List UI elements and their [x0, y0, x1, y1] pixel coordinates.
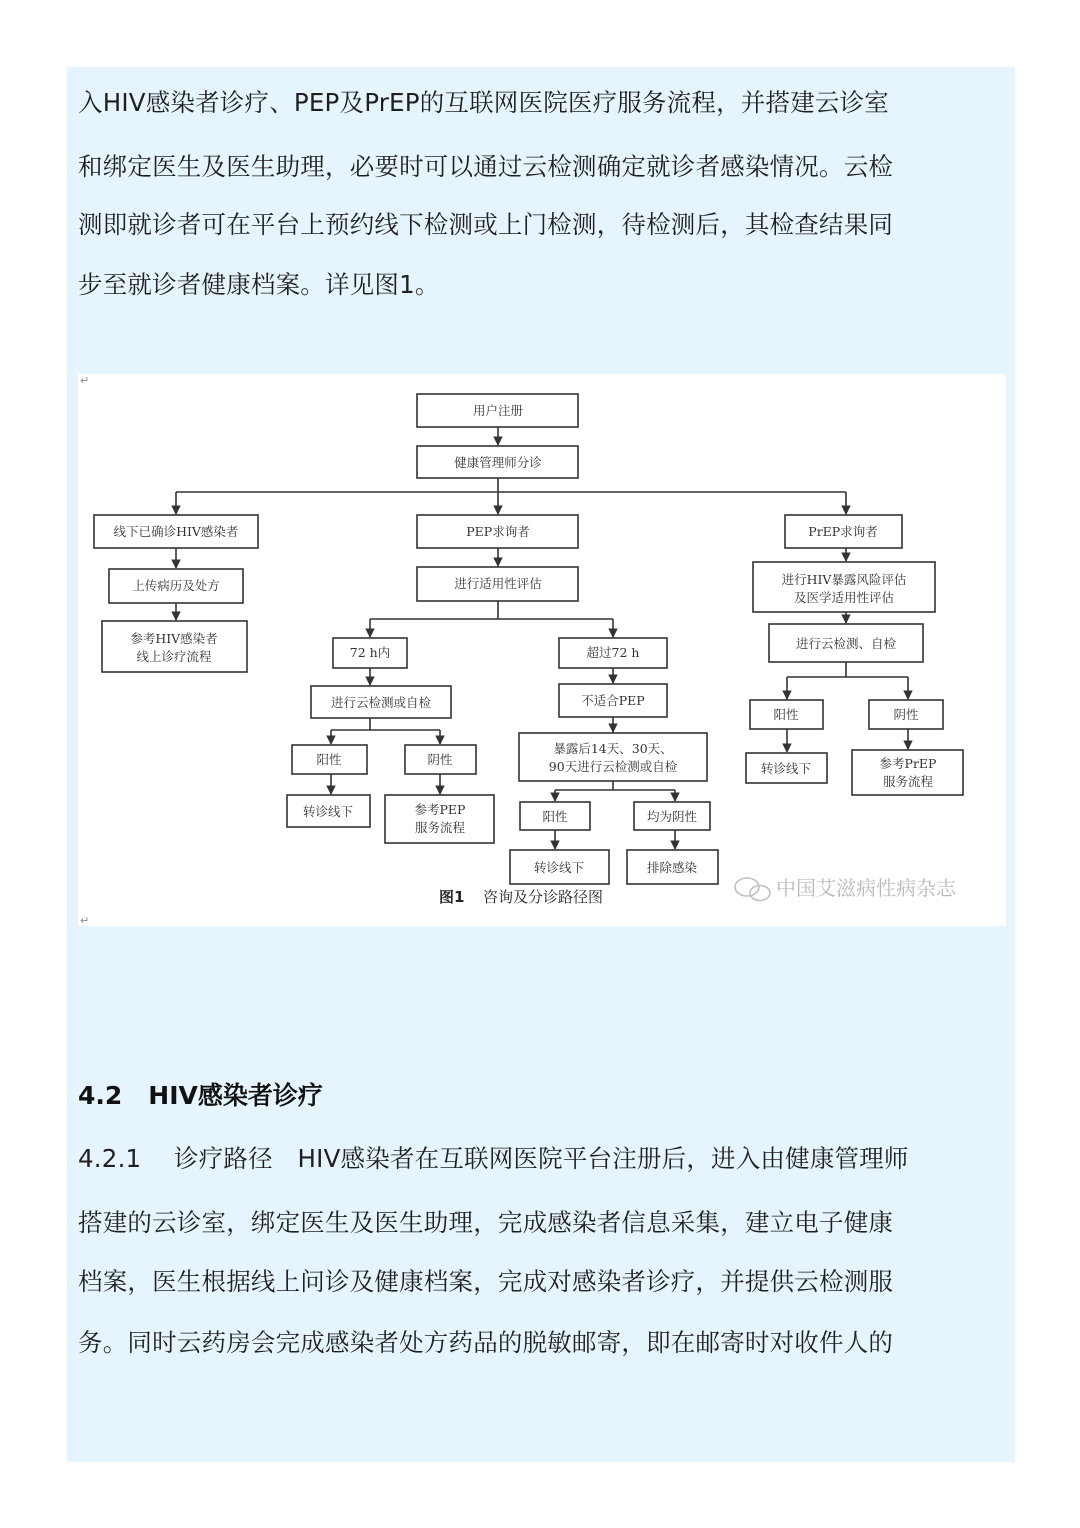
label-negative-c: 阴性 — [893, 707, 919, 722]
label-transfer-b: 转诊线下 — [533, 860, 585, 875]
flowchart-figure — [78, 374, 1006, 926]
label-prep-seeker: PrEP求询者 — [808, 524, 878, 539]
label-upload: 上传病历及处方 — [132, 578, 220, 593]
label-over-72h: 超过72 h — [586, 645, 640, 660]
label-positive-c: 阳性 — [773, 707, 799, 722]
label-negative-a: 阴性 — [427, 752, 453, 767]
label-ref-prep-2: 服务流程 — [882, 774, 934, 789]
node-ref-hiv — [102, 621, 247, 672]
label-ref-hiv-1: 参考HIV感染者 — [130, 631, 218, 646]
flowchart-diagram — [78, 374, 1006, 926]
section-title: HIV感染者诊疗 — [148, 1081, 323, 1110]
label-not-pep: 不适合PEP — [581, 693, 645, 708]
text-line: 和绑定医生及医生助理，必要时可以通过云检测确定就诊者感染情况。云检 — [78, 152, 894, 181]
text-line: 测即就诊者可在平台上预约线下检测或上门检测，待检测后，其检查结果同 — [78, 210, 894, 239]
label-pep-seeker: PEP求询者 — [466, 524, 530, 539]
text-line: 搭建的云诊室，绑定医生及医生助理，完成感染者信息采集，建立电子健康 — [78, 1208, 894, 1237]
label-positive-a: 阳性 — [316, 752, 342, 767]
label-pep-eval: 进行适用性评估 — [454, 576, 542, 591]
label-test-self-a: 进行云检测或自检 — [330, 695, 432, 710]
label-transfer-a: 转诊线下 — [302, 804, 354, 819]
label-prep-eval-2: 及医学适用性评估 — [793, 590, 895, 605]
text-line: 档案，医生根据线上问诊及健康档案，完成对感染者诊疗，并提供云检测服 — [78, 1267, 894, 1296]
label-prep-eval-1: 进行HIV暴露风险评估 — [781, 572, 907, 587]
section-heading — [78, 1076, 323, 1112]
label-ref-prep-1: 参考PrEP — [879, 756, 937, 771]
wechat-icon — [735, 878, 770, 901]
figure-caption-text: 咨询及分诊路径图 — [483, 888, 604, 906]
text-line: 入HIV感染者诊疗、PEP及PrEP的互联网医院医疗服务流程，并搭建云诊室 — [78, 88, 890, 117]
text-line: 步至就诊者健康档案。详见图1。 — [78, 270, 440, 299]
section-number: 4.2 — [78, 1081, 123, 1110]
return-mark-bottom: ↵ — [80, 914, 90, 926]
text-line: 务。同时云药房会完成感染者处方药品的脱敏邮寄，即在邮寄时对收件人的 — [78, 1328, 894, 1357]
label-ref-pep-1: 参考PEP — [414, 802, 466, 817]
label-ref-hiv-2: 线上诊疗流程 — [136, 649, 212, 664]
label-triage: 健康管理师分诊 — [454, 455, 542, 470]
label-within-72h: 72 h内 — [349, 645, 391, 660]
return-mark-top: ↵ — [80, 374, 90, 387]
label-cloud-self: 进行云检测、自检 — [795, 636, 897, 651]
label-ref-pep-2: 服务流程 — [414, 820, 466, 835]
watermark-text: 中国艾滋病性病杂志 — [776, 876, 956, 900]
figure-caption-number: 图1 — [439, 888, 465, 906]
label-all-negative: 均为阴性 — [646, 809, 698, 824]
label-followup-1: 暴露后14天、30天、 — [553, 741, 673, 756]
label-transfer-c: 转诊线下 — [760, 761, 812, 776]
label-positive-b: 阳性 — [542, 809, 568, 824]
label-offline-hiv: 线下已确诊HIV感染者 — [113, 524, 239, 539]
label-exclude: 排除感染 — [646, 860, 698, 875]
label-followup-2: 90天进行云检测或自检 — [548, 759, 678, 774]
label-register: 用户注册 — [472, 403, 524, 418]
text-line: 4.2.1 诊疗路径 HIV感染者在互联网医院平台注册后，进入由健康管理师 — [78, 1144, 909, 1173]
